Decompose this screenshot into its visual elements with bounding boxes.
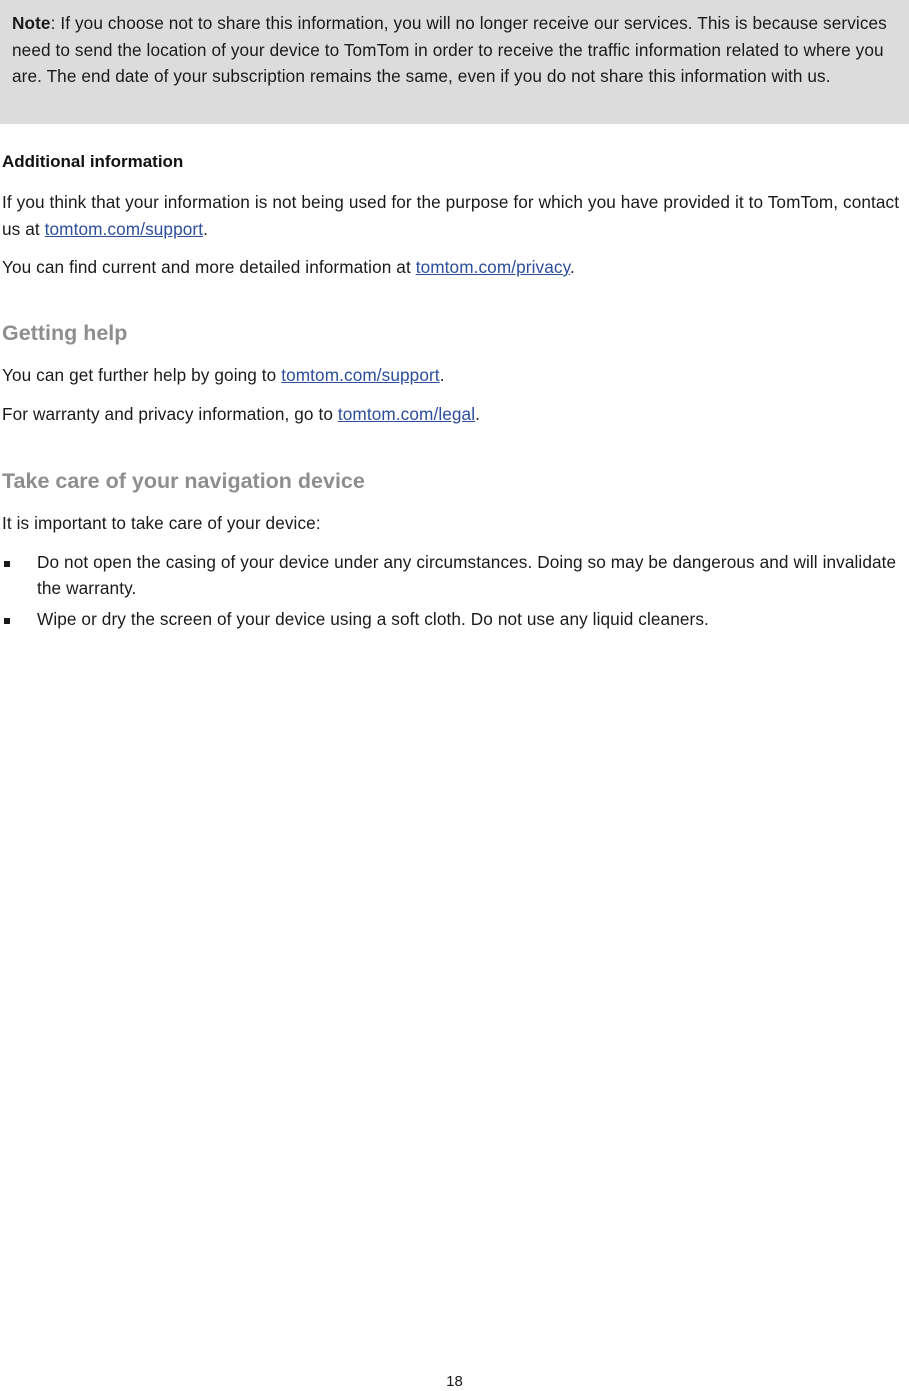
square-bullet-icon (4, 618, 10, 624)
getting-help-text-1: You can get further help by going to (2, 365, 282, 385)
note-box (0, 0, 909, 124)
additional-information-section (2, 151, 902, 281)
help-support-link[interactable]: tomtom.com/support (281, 365, 440, 385)
getting-help-section (2, 319, 902, 427)
additional-information-text-1-end: . (203, 218, 208, 239)
square-bullet-icon (4, 561, 10, 567)
additional-information-text-2-end: . (570, 257, 575, 277)
getting-help-text-2: For warranty and privacy information, go to (2, 403, 338, 424)
take-care-intro: It is important to take care of your device: (2, 513, 321, 533)
note-text: : If you choose not to share this information, you will no longer receive our services. This is because services need to send the location of your device to TomTom in order to receive the traffic information related to where you are. The end date of your subscription remains the same, even if you do not share this information with us. (12, 13, 887, 86)
additional-information-text-2: You can find current and more detailed information at (2, 257, 416, 277)
take-care-section (2, 467, 902, 632)
bullet-item (2, 549, 902, 602)
bullet-item (2, 606, 902, 633)
legal-link[interactable]: tomtom.com/legal (337, 403, 476, 424)
getting-help-paragraph-2 (2, 401, 902, 428)
bullet-text: Do not open the casing of your device under any circumstances. Doing so may be dangerous and will invalidate the warranty. (37, 551, 897, 598)
additional-information-paragraph-2 (2, 254, 902, 281)
getting-help-heading: Getting help (2, 321, 128, 345)
note-label: Note (12, 13, 51, 33)
bullet-text: Wipe or dry the screen of your device using a soft cloth. Do not use any liquid cleaners. (37, 608, 709, 629)
support-link[interactable]: tomtom.com/support (44, 218, 204, 239)
take-care-heading: Take care of your navigation device (2, 469, 365, 493)
privacy-link[interactable]: tomtom.com/privacy (415, 257, 570, 277)
additional-information-heading: Additional information (2, 152, 184, 171)
additional-information-text-1: If you think that your information is not being used for the purpose for which you have provided it to TomTom, contact us at (2, 192, 900, 239)
page-number: 18 (446, 1373, 463, 1390)
take-care-bullet-list (2, 549, 902, 633)
getting-help-text-1-end: . (439, 365, 445, 385)
getting-help-paragraph-1 (2, 362, 902, 389)
getting-help-text-2-end: . (475, 403, 481, 424)
additional-information-paragraph-1 (2, 189, 902, 242)
